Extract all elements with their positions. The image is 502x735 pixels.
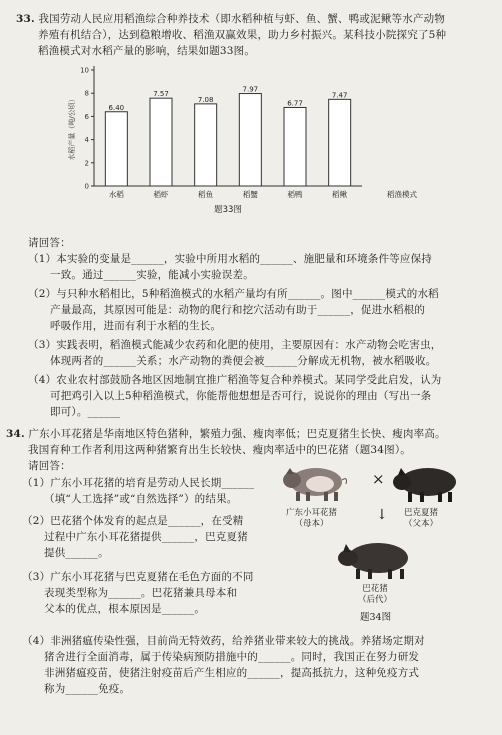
x-tick-label: 稻蟹 xyxy=(242,190,258,199)
q34-number: 34. xyxy=(6,428,25,440)
x-tick-label: 稻鱼 xyxy=(198,190,214,199)
berkshire-pig-image xyxy=(390,458,470,506)
x-tick-label: 稻鸭 xyxy=(287,190,303,199)
q34-item4-line3: 非洲猪瘟疫苗，使猪注射疫苗后产生相应的______，提高抵抗力，这种免疫方式 xyxy=(44,667,420,679)
q33-item3-line2: 体现两者的______关系；水产动物的粪便会被______分解成无机物，被水稻吸收。 xyxy=(50,355,437,367)
q34-item2-line2: 过程中广东小耳花猪提供______，巴克夏猪 xyxy=(44,531,248,543)
pig3-caption-name: 巴花猪 xyxy=(362,584,388,594)
q33-item4-line3: 即可）。______ xyxy=(50,406,121,418)
bar-稻鸭 xyxy=(284,107,306,186)
q33-item1-line1: （1）本实验的变量是______，实验中所用水稻的______、施肥量和环境条件等应保持 xyxy=(28,253,432,265)
q34-item1-line1: （1）广东小耳花猪的培育是劳动人民长期______ xyxy=(22,477,255,489)
q33-item2-line2: 产量最高，其原因可能是：动物的爬行和挖穴活动有助于______，促进水稻根的 xyxy=(50,304,426,316)
q34-item4-line2: 猪舍进行全面消毒，属于传染病预防措施中的______。同时，我国正在努力研发 xyxy=(44,651,420,663)
q33-item4-line2: 可把鸡引入以上5种稻渔模式，你能帮他想想是否可行，说说你的理由（写出一条 xyxy=(50,390,432,402)
figure-33-caption: 题33图 xyxy=(214,205,242,215)
q34-item2-line3: 提供______。 xyxy=(44,547,109,559)
y-tick-label: 8 xyxy=(84,89,89,98)
bar-稻鳅 xyxy=(329,99,351,186)
q34-item1-line2: （填“人工选择”或“自然选择”）的结果。 xyxy=(44,493,238,505)
rice-yield-bar-chart xyxy=(62,58,462,216)
y-tick-label: 10 xyxy=(80,66,89,75)
q33-item3-line1: （3）实践表明，稻渔模式能减少农药和化肥的使用，主要原因有：水产动物会吃害虫， xyxy=(28,339,442,351)
y-tick-label: 6 xyxy=(84,112,89,121)
y-tick-label: 0 xyxy=(84,182,89,191)
cross-symbol: × xyxy=(372,470,385,488)
q33-number: 33. xyxy=(16,13,35,25)
q33-intro-line-1: 我国劳动人民应用稻渔综合种养技术（即水稻种植与虾、鱼、蟹、鸭或泥鳅等水产动物 xyxy=(38,13,446,25)
bar-稻虾 xyxy=(150,98,172,186)
x-tick-label: 稻鳅 xyxy=(332,190,348,199)
y-tick-label: 4 xyxy=(84,136,89,145)
figure-34-caption: 题34图 xyxy=(360,612,392,623)
q33-item4-line1: （4）农业农村部鼓励各地区因地制宜推广稻渔等复合种养模式。某同学受此启发，认为 xyxy=(28,374,442,386)
q34-item4-line1: （4）非洲猪瘟传染性强，目前尚无特效药，给养猪业带来较大的挑战。养猪场定期对 xyxy=(22,635,425,647)
guangdong-pig-image xyxy=(280,456,350,504)
q33-ask: 请回答： xyxy=(28,237,71,249)
q34-item2-line1: （2）巴花猪个体发育的起点是______，在受精 xyxy=(22,515,244,527)
bar-value-label: 7.57 xyxy=(153,90,169,99)
pig2-caption-role: （父本） xyxy=(404,519,439,529)
q34-item3-line1: （3）广东小耳花猪与巴克夏猪在毛色方面的不同 xyxy=(22,571,254,583)
bar-稻蟹 xyxy=(239,94,261,186)
bar-value-label: 7.47 xyxy=(331,91,348,100)
bar-value-label: 7.08 xyxy=(197,95,214,104)
q33-intro-line-2: 养殖有机结合），达到稳粮增收、稻渔双赢效果，助力乡村振兴。某科技小院探究了5种 xyxy=(38,29,447,41)
bar-稻鱼 xyxy=(195,104,217,186)
q34-ask: 请回答： xyxy=(28,460,71,472)
q34-item4-line4: 称为______免疫。 xyxy=(44,683,131,695)
y-axis-label: 水稻产量（吨/公顷） xyxy=(68,95,76,161)
bar-value-label: 7.97 xyxy=(242,85,259,94)
x-tick-label: 稻虾 xyxy=(153,190,169,199)
q34-item3-line2: 表现类型称为______。巴花猪兼具母本和 xyxy=(44,587,238,599)
pig3-caption-role: （后代） xyxy=(358,595,393,605)
q33-item2-line1: （2）与只种水稻相比，5种稻渔模式的水稻产量均有所______。图中______模式的水稻 xyxy=(28,288,439,300)
x-axis-label: 稻渔模式 xyxy=(387,190,417,199)
down-arrow-icon: ↓ xyxy=(376,507,388,523)
bar-value-label: 6.77 xyxy=(287,99,303,108)
bar-value-label: 6.40 xyxy=(108,103,125,112)
pig2-caption-name: 巴克夏猪 xyxy=(404,508,439,518)
q34-intro-line-1: 广东小耳花猪是华南地区特色猪种，繁殖力强、瘦肉率低；巴克夏猪生长快、瘦肉率高。 xyxy=(28,428,446,440)
pig1-caption-name: 广东小耳花猪 xyxy=(286,508,338,518)
q34-intro-line-2: 我国育种工作者利用这两种猪繁育出生长较快、瘦肉率适中的巴花猪（题34图）。 xyxy=(28,444,412,456)
q33-intro-line-3: 稻渔模式对水稻产量的影响，结果如题33图。 xyxy=(38,45,256,57)
bar-水稻 xyxy=(105,112,127,186)
x-tick-label: 水稻 xyxy=(108,190,124,199)
y-tick-label: 2 xyxy=(84,159,89,168)
bahua-pig-image xyxy=(334,534,418,584)
q34-item3-line3: 父本的优点，根本原因是______。 xyxy=(44,603,206,615)
pig1-caption-role: （母本） xyxy=(294,519,329,529)
q33-item1-line2: 一致。通过______实验，能减小实验误差。 xyxy=(50,269,254,281)
q33-item2-line3: 呼吸作用，进而有利于水稻的生长。 xyxy=(50,320,222,332)
